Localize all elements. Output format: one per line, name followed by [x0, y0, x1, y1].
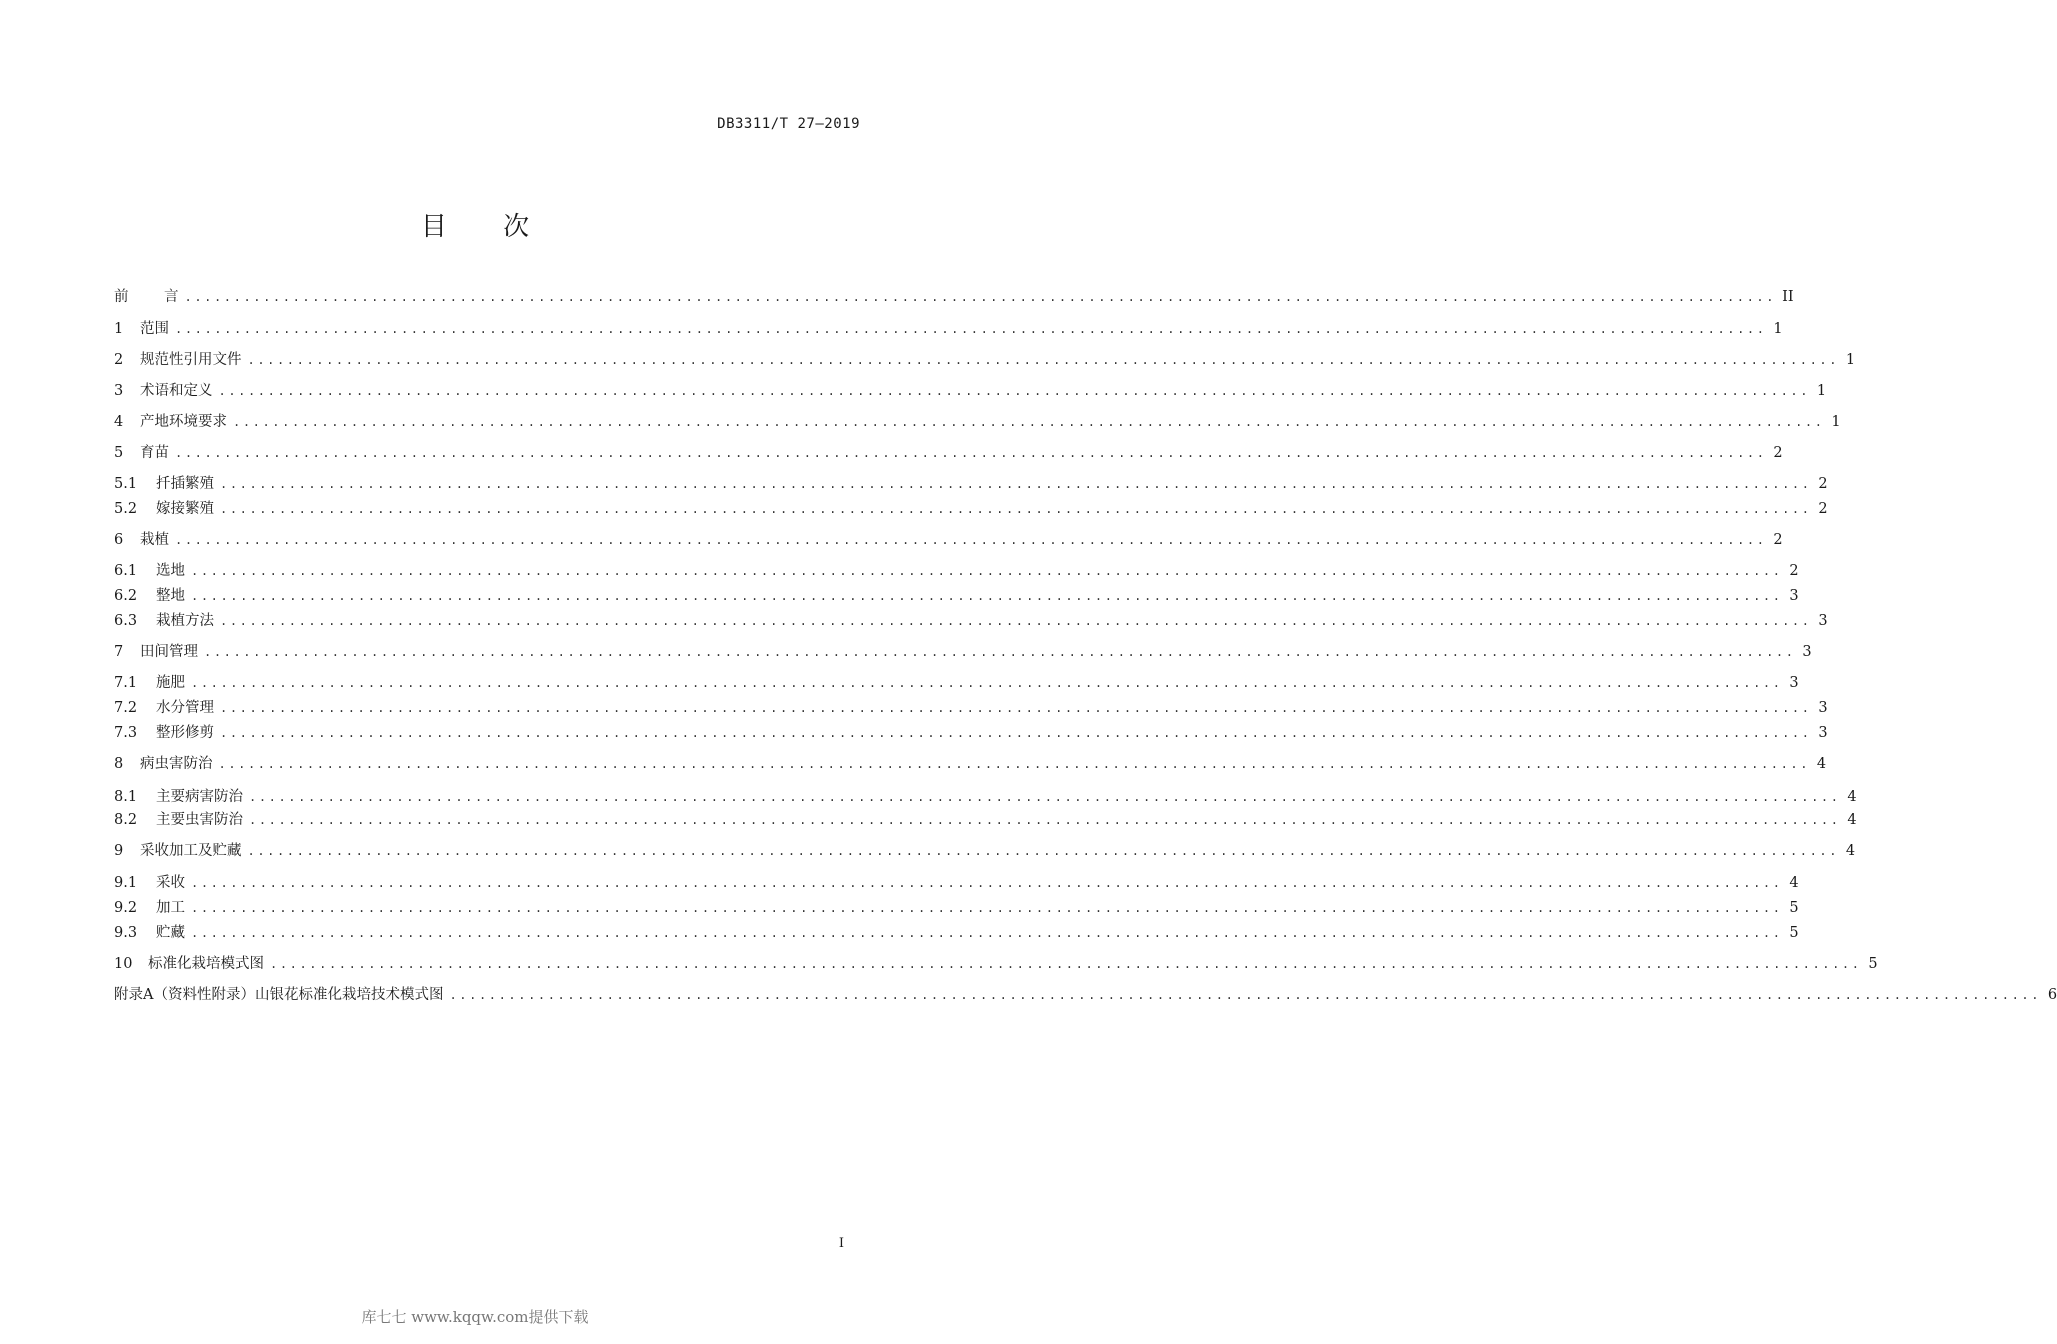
page-number: I [838, 1236, 844, 1251]
toc-number: 5.2 [114, 501, 138, 517]
toc-title: 育苗 [140, 445, 169, 461]
toc-entry-7-3[interactable] [114, 722, 1828, 744]
toc-title: 病虫害防治 [140, 756, 213, 772]
toc-leader-dots: .................................................................................................................................................................. [175, 446, 1767, 460]
toc-leader-dots: .................................................................................................................................................................. [220, 726, 1812, 740]
toc-entry-6-2[interactable] [114, 585, 1799, 607]
toc-number: 9.1 [114, 875, 138, 891]
toc-page-number: 4 [1847, 812, 1857, 828]
toc-number: 4 [114, 414, 124, 430]
toc-leader-dots: .................................................................................................................................................................. [220, 502, 1812, 516]
toc-number: 8 [114, 756, 124, 772]
toc-leader-dots: .................................................................................................................................................................. [218, 757, 1811, 771]
toc-page-number: 1 [1816, 383, 1827, 399]
toc-entry-9[interactable] [114, 840, 1856, 862]
toc-page-number: 2 [1789, 563, 1799, 579]
toc-leader-dots: .................................................................................................................................................................. [218, 384, 1811, 398]
toc-entry-6-3[interactable] [114, 610, 1828, 632]
toc-entry-preface[interactable] [114, 286, 1794, 308]
toc-entry-appendix-a[interactable] [114, 984, 2057, 1006]
toc-page-number: 1 [1773, 321, 1783, 337]
toc-entry-5-1[interactable] [114, 473, 1828, 495]
toc-entry-7-1[interactable] [114, 672, 1799, 694]
toc-title: 术语和定义 [140, 383, 213, 399]
page-title: 目 次 [420, 212, 554, 242]
standard-code: DB3311/T 27—2019 [717, 116, 860, 132]
toc-leader-dots: .................................................................................................................................................................. [233, 415, 1825, 429]
toc-entry-3[interactable] [114, 380, 1827, 402]
toc-title: 栽植方法 [156, 613, 214, 629]
toc-entry-6[interactable] [114, 529, 1783, 551]
toc-entry-10[interactable] [114, 953, 1878, 975]
toc-entry-5-2[interactable] [114, 498, 1828, 520]
toc-page-number: 6 [2047, 987, 2057, 1003]
toc-leader-dots: .................................................................................................................................................................. [220, 614, 1812, 628]
toc-page-number: 5 [1789, 925, 1799, 941]
toc-leader-dots: .................................................................................................................................................................. [220, 477, 1812, 491]
toc-page-number: 3 [1802, 644, 1812, 660]
toc-title: 施肥 [156, 675, 185, 691]
toc-page-number: 5 [1868, 956, 1878, 972]
toc-entry-7-2[interactable] [114, 697, 1828, 719]
toc-leader-dots: .................................................................................................................................................................. [191, 876, 1783, 890]
toc-number: 7 [114, 644, 124, 660]
toc-page-number: 3 [1818, 613, 1828, 629]
toc-page-number: 2 [1773, 445, 1783, 461]
toc-number: 8.1 [114, 789, 138, 805]
toc-title: 附录A（资料性附录）山银花标准化栽培技术模式图 [114, 987, 444, 1003]
toc-page-number: 2 [1818, 476, 1828, 492]
toc-leader-dots: .................................................................................................................................................................. [220, 701, 1812, 715]
toc-number: 9 [114, 843, 124, 859]
toc-number: 6.1 [114, 563, 138, 579]
toc-number: 6 [114, 532, 124, 548]
toc-title: 加工 [156, 900, 185, 916]
toc-number: 6.3 [114, 613, 138, 629]
toc-title: 主要病害防治 [156, 789, 243, 805]
toc-title: 标准化栽培模式图 [148, 956, 264, 972]
toc-title: 采收 [156, 875, 185, 891]
toc-title: 田间管理 [140, 644, 198, 660]
toc-number: 9.3 [114, 925, 138, 941]
toc-leader-dots: .................................................................................................................................................................. [449, 988, 2042, 1002]
toc-number: 8.2 [114, 812, 138, 828]
toc-number: 前 [114, 289, 129, 305]
toc-number: 2 [114, 352, 124, 368]
toc-number: 3 [114, 383, 124, 399]
toc-leader-dots: .................................................................................................................................................................. [175, 533, 1767, 547]
toc-number: 7.1 [114, 675, 138, 691]
toc-page-number: 4 [1847, 789, 1857, 805]
toc-entry-7[interactable] [114, 641, 1812, 663]
toc-leader-dots: .................................................................................................................................................................. [184, 290, 1777, 304]
toc-leader-dots: .................................................................................................................................................................. [249, 813, 1841, 827]
toc-number: 5.1 [114, 476, 138, 492]
toc-entry-4[interactable] [114, 411, 1841, 433]
toc-entry-8-1[interactable] [114, 786, 1857, 808]
toc-entry-5[interactable] [114, 442, 1783, 464]
toc-title: 产地环境要求 [140, 414, 227, 430]
toc-number: 7.2 [114, 700, 138, 716]
download-watermark: 库七七 www.kqqw.com提供下载 [361, 1308, 589, 1326]
toc-title: 采收加工及贮藏 [140, 843, 242, 859]
toc-page-number: 3 [1789, 588, 1799, 604]
toc-number: 10 [114, 956, 133, 972]
toc-leader-dots: .................................................................................................................................................................. [191, 676, 1783, 690]
toc-leader-dots: .................................................................................................................................................................. [191, 564, 1783, 578]
toc-page-number: 2 [1773, 532, 1783, 548]
toc-title: 选地 [156, 563, 185, 579]
toc-page-number: 2 [1818, 501, 1828, 517]
toc-entry-8-2[interactable] [114, 809, 1857, 831]
toc-entry-6-1[interactable] [114, 560, 1799, 582]
toc-leader-dots: .................................................................................................................................................................. [204, 645, 1796, 659]
toc-entry-9-2[interactable] [114, 897, 1799, 919]
toc-leader-dots: .................................................................................................................................................................. [191, 901, 1783, 915]
toc-entry-2[interactable] [114, 349, 1856, 371]
toc-entry-9-3[interactable] [114, 922, 1799, 944]
toc-title: 范围 [140, 321, 169, 337]
toc-leader-dots: .................................................................................................................................................................. [191, 589, 1783, 603]
toc-number: 1 [114, 321, 124, 337]
toc-title: 栽植 [140, 532, 169, 548]
toc-number: 5 [114, 445, 124, 461]
toc-page-number: 3 [1789, 675, 1799, 691]
toc-title: 扦插繁殖 [156, 476, 214, 492]
toc-entry-9-1[interactable] [114, 872, 1799, 894]
toc-page-number: 1 [1831, 414, 1841, 430]
toc-leader-dots: .................................................................................................................................................................. [249, 790, 1841, 804]
toc-title: 嫁接繁殖 [156, 501, 214, 517]
toc-leader-dots: .................................................................................................................................................................. [175, 322, 1767, 336]
toc-title: 贮藏 [156, 925, 185, 941]
toc-title: 整形修剪 [156, 725, 214, 741]
toc-title: 规范性引用文件 [140, 352, 242, 368]
toc-page-number: 3 [1818, 725, 1828, 741]
toc-page-number: 4 [1789, 875, 1799, 891]
toc-title: 主要虫害防治 [156, 812, 243, 828]
toc-title: 水分管理 [156, 700, 214, 716]
toc-number: 7.3 [114, 725, 138, 741]
toc-number: 9.2 [114, 900, 138, 916]
toc-page-number: 4 [1845, 843, 1856, 859]
toc-page-number: II [1782, 289, 1794, 305]
toc-page-number: 4 [1816, 756, 1827, 772]
toc-leader-dots: .................................................................................................................................................................. [191, 926, 1783, 940]
toc-leader-dots: .................................................................................................................................................................. [270, 957, 1862, 971]
toc-page-number: 3 [1818, 700, 1828, 716]
toc-entry-1[interactable] [114, 318, 1783, 340]
toc-leader-dots: .................................................................................................................................................................. [247, 353, 1840, 367]
toc-title: 整地 [156, 588, 185, 604]
toc-entry-8[interactable] [114, 753, 1827, 775]
toc-leader-dots: .................................................................................................................................................................. [247, 844, 1840, 858]
toc-page-number: 5 [1789, 900, 1799, 916]
toc-page-number: 1 [1845, 352, 1856, 368]
toc-title: 言 [164, 289, 179, 305]
toc-number: 6.2 [114, 588, 138, 604]
